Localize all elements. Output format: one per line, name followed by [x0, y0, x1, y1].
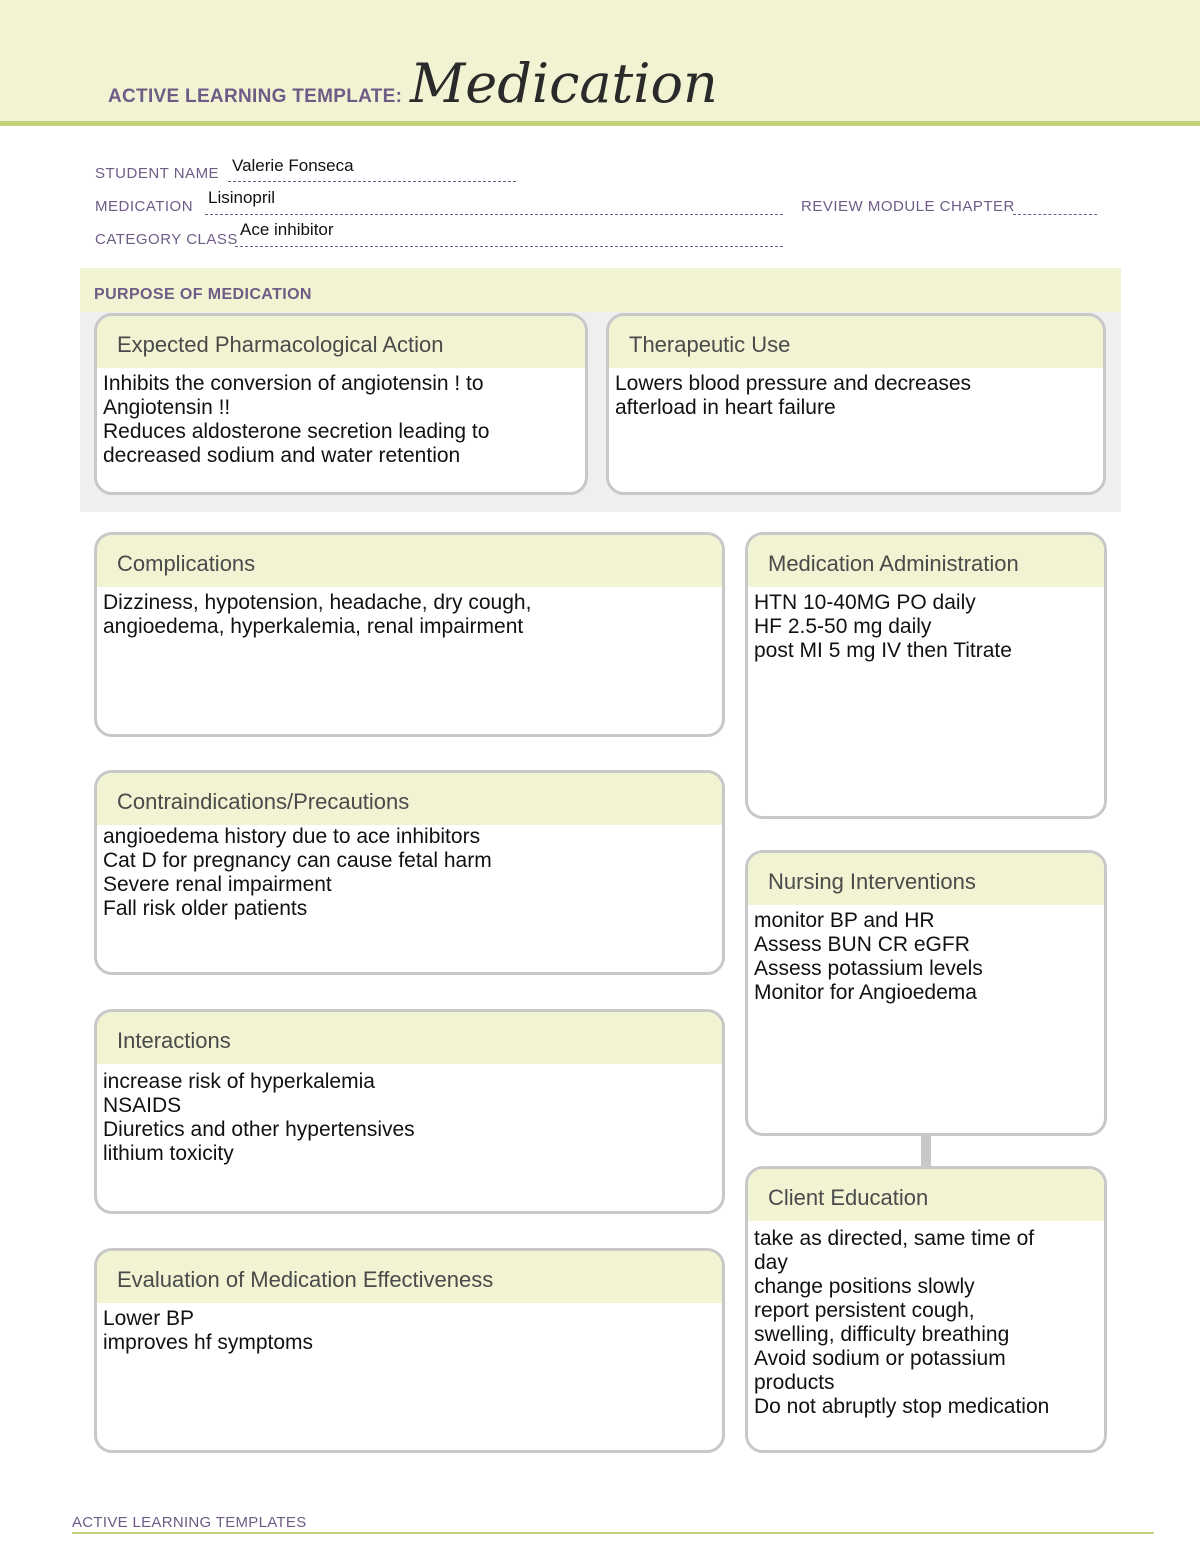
purpose-label: PURPOSE OF MEDICATION — [94, 286, 312, 303]
nursing-text[interactable]: monitor BP and HR Assess BUN CR eGFR Assess potassium levels Monitor for Angioedema — [754, 909, 983, 1004]
therapeutic-use-box — [606, 313, 1106, 495]
footer-label: ACTIVE LEARNING TEMPLATES — [72, 1514, 307, 1531]
interactions-text[interactable]: increase risk of hyperkalemia NSAIDS Diuretics and other hypertensives lithium toxicity — [103, 1070, 415, 1165]
client-education-title: Client Education — [748, 1169, 1104, 1221]
student-name-label: STUDENT NAME — [95, 165, 220, 182]
complications-text[interactable]: Dizziness, hypotension, headache, dry cough, angioedema, hyperkalemia, renal impairment — [103, 591, 532, 638]
nursing-title: Nursing Interventions — [748, 853, 1104, 905]
administration-text[interactable]: HTN 10-40MG PO daily HF 2.5-50 mg daily post MI 5 mg IV then Titrate — [754, 591, 1012, 662]
client-education-box — [745, 1166, 1107, 1453]
complications-box — [94, 532, 725, 737]
category-class-label: CATEGORY CLASS — [95, 231, 238, 248]
interactions-box — [94, 1009, 725, 1214]
complications-title: Complications — [97, 535, 722, 587]
evaluation-text[interactable]: Lower BP improves hf symptoms — [103, 1307, 314, 1354]
medication-label: MEDICATION — [95, 198, 194, 215]
footer-rule — [72, 1532, 1154, 1534]
category-class-line — [235, 246, 783, 247]
template-label: ACTIVE LEARNING TEMPLATE: — [108, 86, 403, 107]
category-class-value[interactable]: Ace inhibitor — [240, 220, 334, 239]
expected-action-title: Expected Pharmacological Action — [97, 316, 585, 368]
contraindications-text[interactable]: angioedema history due to ace inhibitors Cat D for pregnancy can cause fetal harm Severe renal impairment Fall risk older patients — [103, 825, 492, 920]
nursing-box — [745, 850, 1107, 1136]
administration-box — [745, 532, 1107, 819]
therapeutic-use-text[interactable]: Lowers blood pressure and decreases afterload in heart failure — [615, 372, 972, 419]
student-name-value[interactable]: Valerie Fonseca — [232, 156, 354, 175]
interactions-title: Interactions — [97, 1012, 722, 1064]
page-title: Medication — [410, 52, 718, 115]
header-rule — [0, 121, 1200, 126]
contraindications-title: Contraindications/Precautions — [97, 773, 722, 825]
therapeutic-use-title: Therapeutic Use — [609, 316, 1103, 368]
expected-action-box — [94, 313, 588, 495]
contraindications-box — [94, 770, 725, 975]
review-module-label: REVIEW MODULE CHAPTER — [801, 198, 1015, 215]
evaluation-title: Evaluation of Medication Effectiveness — [97, 1251, 722, 1303]
medication-value[interactable]: Lisinopril — [208, 188, 276, 207]
client-education-text[interactable]: take as directed, same time of day change positions slowly report persistent cough, swelling, difficulty breathing Avoid sodium or potassium products Do not abruptly stop medication — [754, 1227, 1050, 1418]
medication-line — [205, 214, 783, 215]
evaluation-box — [94, 1248, 725, 1453]
review-module-line[interactable] — [1013, 214, 1097, 215]
expected-action-text[interactable]: Inhibits the conversion of angiotensin ! to Angiotensin !! Reduces aldosterone secretion leading to decreased sodium and water retention — [103, 372, 490, 467]
box-connector — [921, 1134, 931, 1168]
administration-title: Medication Administration — [748, 535, 1104, 587]
student-name-line — [228, 181, 516, 182]
